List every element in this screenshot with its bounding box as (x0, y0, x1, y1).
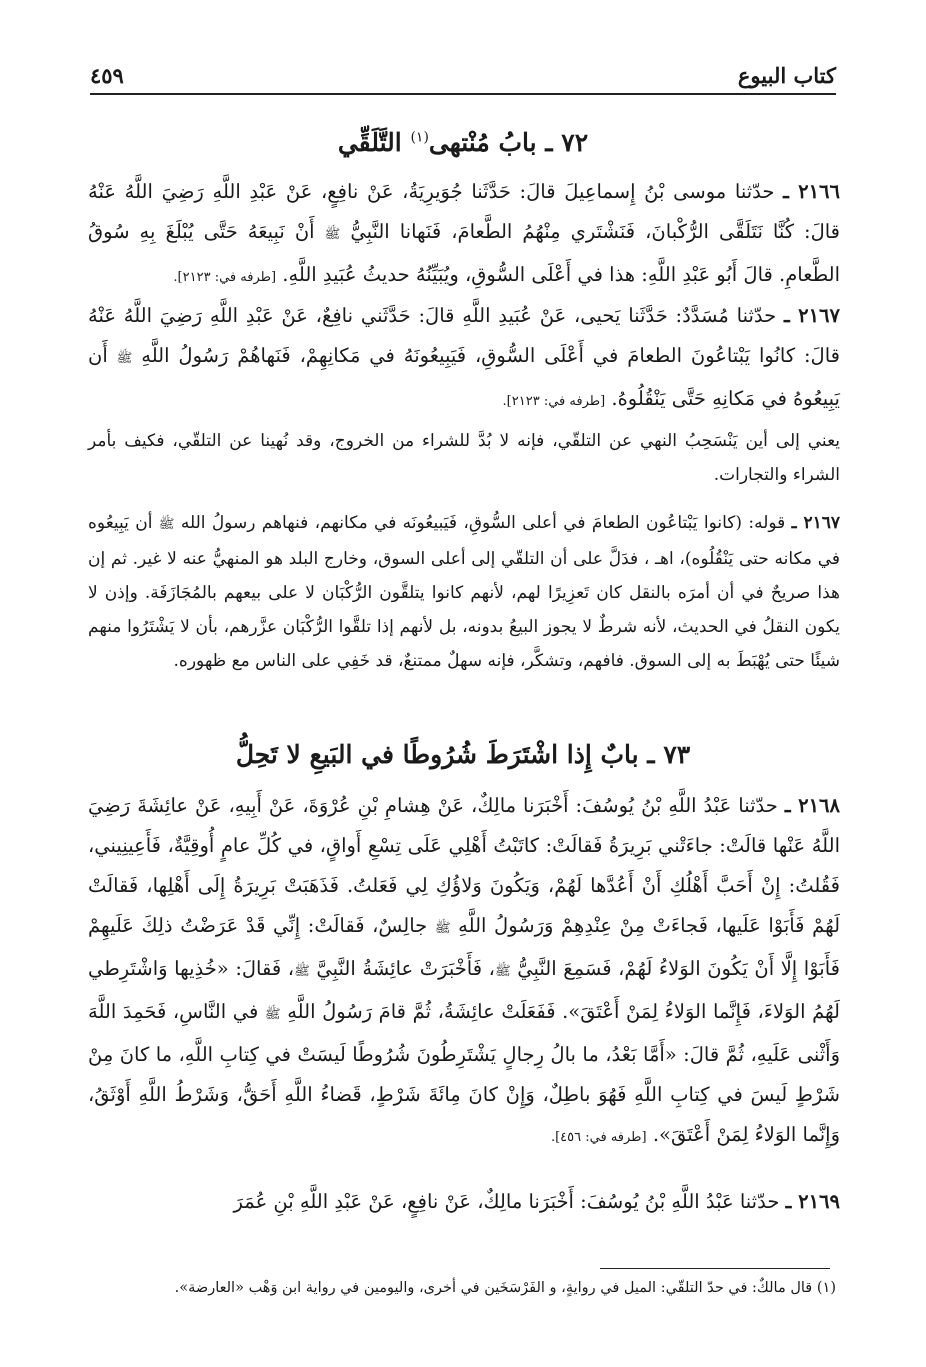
footnote-rule (600, 1268, 830, 1269)
commentary-text: يعني إلى أين يَنْسَحِبُ النهي عن التلقّي، فإنه لا بُدَّ للشراء من الخروج، وقد نُهينا عن التلقّي، فكيف بأمر الشراء والتجارات. (88, 431, 840, 485)
salutation-mark: ﷺ (294, 964, 310, 979)
chapter-73-heading (90, 740, 836, 769)
hadith-2168 (88, 786, 840, 1158)
chapter-73-title: ٧٣ ـ بابٌ إِذا اشْتَرَطَ شُرُوطًا في البَيعِ لا تَحِلُّ (235, 740, 691, 769)
hadith-number: ٢١٦٩ ـ (785, 1190, 840, 1213)
book-title: كتاب البيوع (737, 62, 836, 88)
salutation-mark: ﷺ (264, 1007, 281, 1022)
hadith-text: حدّثنا مُسَدَّدٌ: حَدَّثَنا يَحيى، عَنْ عُبَيدِ اللَّهِ قالَ: حَدَّثَني نافِعٌ، عَنْ عَبْدِ اللَّهِ رَضِيَ اللَّهُ عَنْهُ قالَ: كانُوا يَبْتاعُونَ الطعامَ في أَعْلَى السُّوقِ، فَيَبِيعُونَهُ في مَكانِهِمْ، فَنَهاهُمْ رَسُولُ اللَّهِ (88, 304, 840, 367)
hadith-text: جالِسٌ، فَقالَتْ: إِنِّي قَدْ عَرَضْتُ ذلِكَ عَلَيهِمْ فَأَبَوْا إِلَّا أَنْ يَكُونَ الوَلاءُ لَهُمْ، فَسَمِعَ النَّبِيُّ (88, 914, 840, 980)
chapter-72-title-end: التَّلَقِّي (337, 128, 402, 157)
commentary-text: قوله: (كانوا يَبْتاعُون الطعامَ في أعلى السُّوقِ، فَيَبيعُونَه في مكانهم، فنهاهم رسولُ الله (180, 513, 786, 533)
cross-reference: [طرفه في: ٤٥٦]. (550, 1130, 647, 1145)
hadith-text: حدّثنا عَبْدُ اللَّهِ بْنُ يُوسُفَ: أَخْبَرَنا مالِكٌ، عَنْ نافِعٍ، عَنْ عَبْدِ اللَّهِ بْنِ عُمَرَ (233, 1190, 780, 1213)
chapter-72-title-main: ٧٢ ـ بابُ مُنْتهى (428, 128, 589, 157)
footnote-number: (١) (816, 1280, 836, 1296)
running-header (90, 60, 836, 90)
page-number: ٤٥٩ (90, 62, 124, 88)
commentary-text: أن يَبِيعُوه في مكانه حتى يَنْقُلُوه)، اهـ ، فدَلَّ على أن التلقّي إلى أعلى السوق، وخارج البلد هو المنهيُّ عنه لا غير. ثم إن هذا صريحٌ في أن أمرَه بالنقل كان تَعزِيرًا لهم، لأنهم كانوا يتلقَّون الرُّكْبَان لا على بيعهم بالمُجَازَفَة. وإذن لا يكون النقلُ في الحديث، لأنه شرطٌ لا يجوز البيعُ بدونه، بل لأنهم إذا تلقَّوا الرُّكْبَان عزَّرهم، بأن لا يَشْتَرُوا منهم شيئًا حتى يُهْبَطَ به إلى السوق. فافهم، وتشكَّر، فإنه سهلٌ ممتنعٌ، قد خَفِي على الناس مع ظهوره. (88, 513, 841, 671)
salutation-mark: ﷺ (324, 227, 341, 242)
salutation-mark: ﷺ (116, 351, 133, 366)
hadith-text: ، فَأَخْبَرَتْ عائِشَةُ النَّبِيَّ (316, 957, 495, 980)
hadith-2166 (88, 172, 840, 298)
salutation-mark: ﷺ (158, 517, 175, 532)
hadith-text: حدّثنا موسى بْنُ إِسماعِيلَ قالَ: حَدَّثَنا جُوَيرِيَةُ، عَنْ نافِعٍ، عَنْ عَبْدِ اللَّهِ رَضِيَ اللَّهُ عَنْهُ قالَ: كُنَّا نَتَلَقَّى الرُّكْبانَ، فَنَشْتَري مِنْهُمُ الطَّعامَ، فَنَهانا النَّبِيُّ (88, 180, 840, 243)
hadith-2167 (88, 296, 840, 422)
hadith-text: أَنْ نَبِيعَهُ حَتَّى يُبْلَغَ بِهِ سُوقُ الطَّعامِ. قالَ أَبُو عَبْدِ اللَّهِ: هذا في أَعْلَى السُّوقِ، ويُبَيِّنُهُ حديثُ عُبَيدِ اللَّهِ. (88, 220, 840, 286)
hadith-number: ٢١٦٧ ـ (791, 513, 840, 533)
footnote-text: قال مالكٌ: في حدّ التلقّي: الميل في روايةٍ، و الفَرْسَخَين في أخرى، واليومين في رواية ابن وَهْب «العارضة». (174, 1280, 813, 1296)
footnote-marker[interactable]: (١) (410, 129, 429, 146)
header-rule (90, 93, 836, 95)
salutation-mark: ﷺ (434, 921, 451, 936)
chapter-72-heading (90, 128, 836, 157)
hadith-text: حدّثنا عَبْدُ اللَّهِ بْنُ يُوسُفَ: أَخْبَرَنا مالِكٌ، عَنْ هِشامِ بْنِ عُرْوَةَ، عَنْ أَبِيهِ، عَنْ عائِشَةَ رَضِيَ اللَّهُ عَنْها قالَتْ: جاءَتْني بَرِيرَةُ فَقالَتْ: كاتَبْتُ أَهْلِي عَلَى تِسْعِ أَواقٍ، في كُلِّ عامٍ أُوقِيَّةٌ، فَأَعِينِيني، فَقُلتُ: إِنْ أَحَبَّ أَهْلُكِ أَنْ أَعُدَّها لَهُمْ، وَيَكُونَ وَلاؤُكِ لِي فَعَلتُ. فَذَهَبَتْ بَرِيرَةُ إِلَى أَهْلِها، فَقالَتْ لَهُمْ فَأَبَوْا عَلَيها، فَجاءَتْ مِنْ عِنْدِهِمْ وَرَسُولُ اللَّهِ (88, 794, 841, 937)
hadith-number: ٢١٦٨ ـ (784, 794, 841, 817)
cross-reference: [طرفه في: ٢١٢٣]. (502, 394, 606, 409)
hadith-text: ، فَقالَ: «خُذِيها وَاشْتَرِطي لَهُمُ الوَلاءَ، فَإِنَّما الوَلاءُ لِمَنْ أَعْتَقَ». فَفَعَلَتْ عائِشَةُ، ثُمَّ قامَ رَسُولُ اللَّهِ (88, 957, 840, 1023)
footnote (100, 1276, 836, 1300)
commentary-2167 (88, 506, 840, 678)
cross-reference: [طرفه في: ٢١٢٣]. (173, 270, 277, 285)
hadith-text: أَن يَبِيعُوهُ في مَكانِهِ حَتَّى يَنْقُلُوهُ. (88, 344, 840, 410)
hadith-text: في النَّاسِ، فَحَمِدَ اللَّهَ وَأَثْنى عَلَيهِ، ثُمَّ قالَ: «أَمَّا بَعْدُ، ما بالُ رِجالٍ يَشْتَرِطُونَ شُرُوطًا لَيسَتْ في كِتابِ اللَّهِ، ما كانَ مِنْ شَرْطٍ لَيسَ في كِتابِ اللَّهِ فَهُوَ باطِلٌ، وَإِنْ كانَ مِائَةَ شَرْطٍ، قَضاءُ اللَّهِ أَحَقُّ، وَشَرْطُ اللَّهِ أَوْثَقُ، وَإِنَّما الوَلاءُ لِمَنْ أَعْتَقَ». (88, 1000, 840, 1146)
hadith-number: ٢١٦٦ ـ (783, 180, 840, 203)
hadith-2169 (88, 1182, 840, 1222)
commentary-paragraph (88, 424, 840, 492)
hadith-number: ٢١٦٧ ـ (784, 304, 840, 327)
salutation-mark: ﷺ (494, 964, 511, 979)
